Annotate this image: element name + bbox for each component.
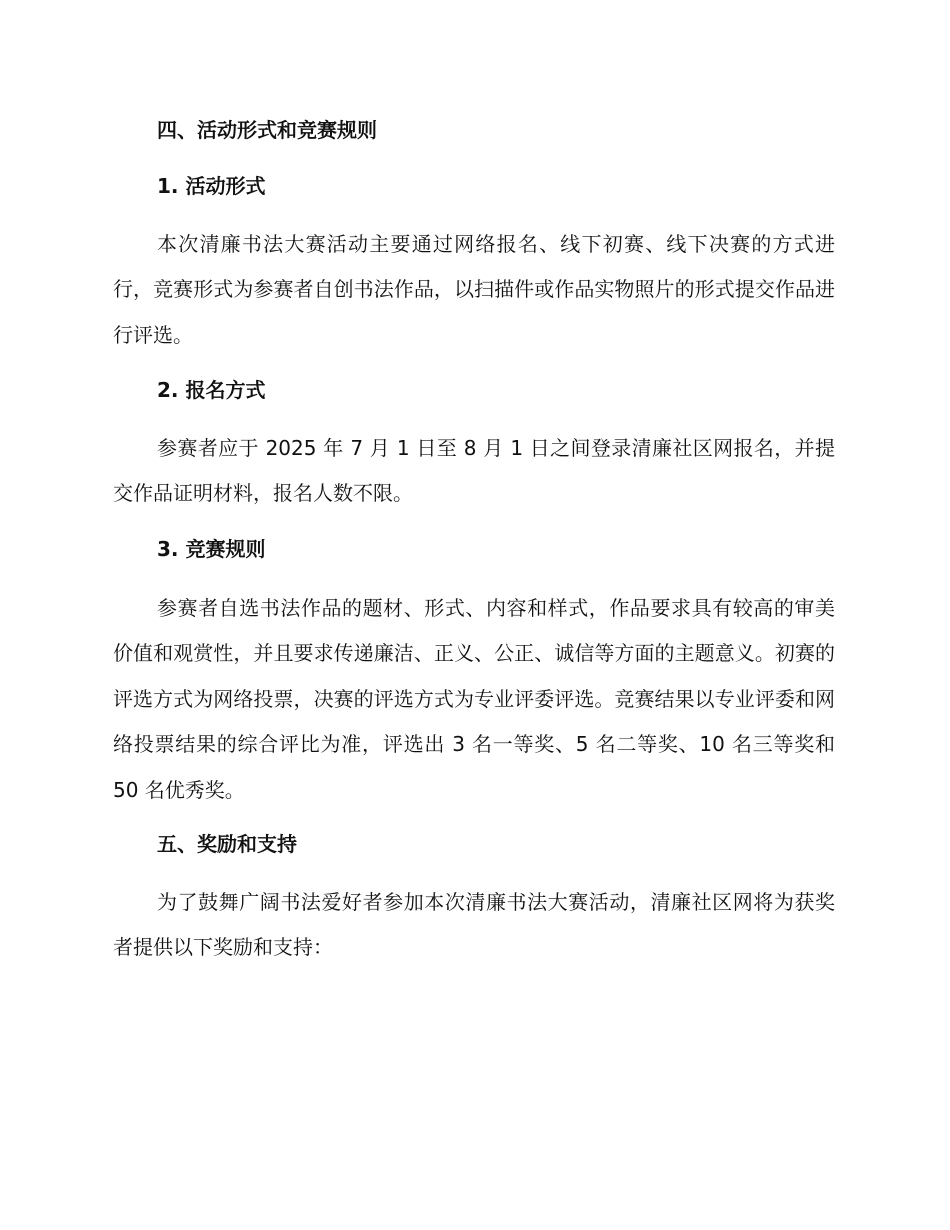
subsection-2-heading: 2. 报名方式 [157,378,266,402]
section-4-heading: 四、活动形式和竞赛规则 [157,118,377,142]
subsection-3-heading: 3. 竞赛规则 [157,537,266,561]
section-5-heading: 五、奖励和支持 [157,832,297,856]
subsection-1-paragraph: 本次清廉书法大赛活动主要通过网络报名、线下初赛、线下决赛的方式进行，竞赛形式为参赛者自创书法作品，以扫描件或作品实物照片的形式提交作品进行评选。 [113,232,835,347]
subsection-1-heading: 1. 活动形式 [157,174,266,198]
section-5-paragraph: 为了鼓舞广阔书法爱好者参加本次清廉书法大赛活动，清廉社区网将为获奖者提供以下奖励和支持： [113,890,835,960]
subsection-2-paragraph: 参赛者应于 2025 年 7 月 1 日至 8 月 1 日之间登录清廉社区网报名，并提交作品证明材料，报名人数不限。 [113,436,835,506]
subsection-3-paragraph: 参赛者自选书法作品的题材、形式、内容和样式，作品要求具有较高的审美价值和观赏性，并且要求传递廉洁、正义、公正、诚信等方面的主题意义。初赛的评选方式为网络投票，决赛的评选方式为专业评委评选。竞赛结果以专业评委和网络投票结果的综合评比为准，评选出 3 名一等奖、5 名二等奖、10 名三等奖和 50 名优秀奖。 [113,596,835,802]
